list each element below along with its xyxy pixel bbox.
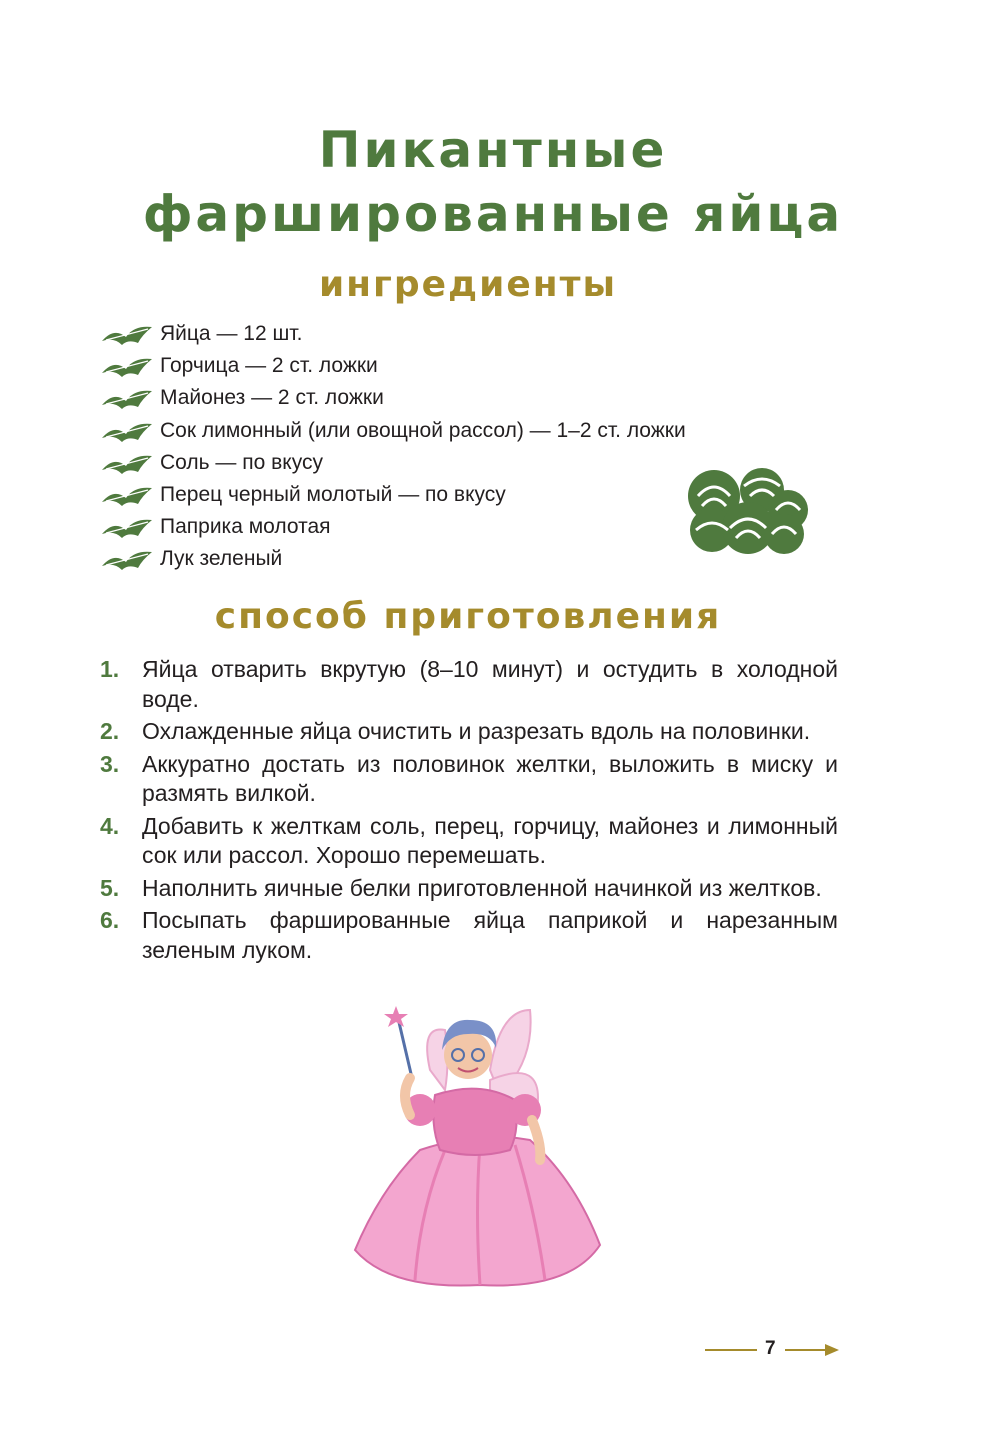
step-text: Добавить к желткам соль, перец, горчицу, майонез и лимонный сок или рассол. Хорошо перемешать.	[142, 812, 838, 868]
list-item	[100, 906, 838, 965]
step-number: 6.	[100, 907, 120, 933]
page-title	[0, 118, 986, 246]
ingredients-list	[100, 318, 686, 576]
ingredient-text: Сок лимонный (или овощной рассол) — 1–2 ст. ложки	[160, 418, 686, 442]
ingredient-text: Паприка молотая	[160, 515, 331, 539]
list-item	[100, 350, 686, 382]
page-footer	[705, 1338, 840, 1362]
ingredient-text: Яйца — 12 шт.	[160, 322, 303, 346]
leaf-bullet-icon	[100, 418, 154, 444]
list-item	[100, 318, 686, 350]
step-text: Яйца отварить вкрутую (8–10 минут) и остудить в холодной воде.	[142, 656, 838, 712]
step-text: Аккуратно достать из половинок желтки, выложить в миску и размять вилкой.	[142, 750, 838, 806]
list-item	[100, 812, 838, 871]
leaf-bullet-icon	[100, 546, 154, 572]
leaf-bullet-icon	[100, 482, 154, 508]
step-text: Посыпать фаршированные яйца паприкой и нарезанным зеленым луком.	[142, 907, 838, 963]
step-number: 2.	[100, 718, 120, 744]
title-line-1: Пикантные	[318, 121, 668, 179]
step-number: 5.	[100, 874, 120, 901]
list-item	[100, 447, 686, 479]
leaf-bullet-icon	[100, 514, 154, 540]
method-heading: способ приготовления	[214, 596, 722, 637]
step-number: 1.	[100, 656, 120, 682]
leaf-bullet-icon	[100, 450, 154, 476]
list-item	[100, 874, 838, 904]
ingredient-text: Соль — по вкусу	[160, 450, 323, 474]
leaf-bullet-icon	[100, 321, 154, 347]
step-number: 3.	[100, 750, 120, 777]
list-item	[100, 717, 838, 747]
step-number: 4.	[100, 812, 120, 839]
ingredient-text: Лук зеленый	[160, 547, 283, 571]
list-item	[100, 382, 686, 414]
fairy-illustration-icon	[350, 1000, 610, 1290]
ingredients-heading: ингредиенты	[318, 264, 618, 305]
step-text: Охлажденные яйца очистить и разрезать вдоль на половинки.	[142, 718, 811, 744]
footer-rule	[705, 1349, 757, 1351]
ingredient-text: Перец черный молотый — по вкусу	[160, 483, 506, 507]
leaf-bullet-icon	[100, 353, 154, 379]
leaf-bullet-icon	[100, 385, 154, 411]
step-text: Наполнить яичные белки приготовленной начинкой из желтков.	[142, 874, 822, 901]
list-item	[100, 655, 838, 714]
ingredient-text: Горчица — 2 ст. ложки	[160, 354, 378, 378]
list-item	[100, 479, 686, 511]
ingredient-text: Майонез — 2 ст. ложки	[160, 386, 384, 410]
steps-list	[100, 655, 838, 968]
list-item	[100, 543, 686, 575]
page-number: 7	[765, 1338, 776, 1359]
list-item	[100, 511, 686, 543]
title-line-2: фаршированные яйца	[142, 185, 844, 243]
arrow-right-icon	[785, 1341, 840, 1359]
bushes-decoration-icon	[684, 466, 812, 558]
list-item	[100, 415, 686, 447]
list-item	[100, 750, 838, 809]
